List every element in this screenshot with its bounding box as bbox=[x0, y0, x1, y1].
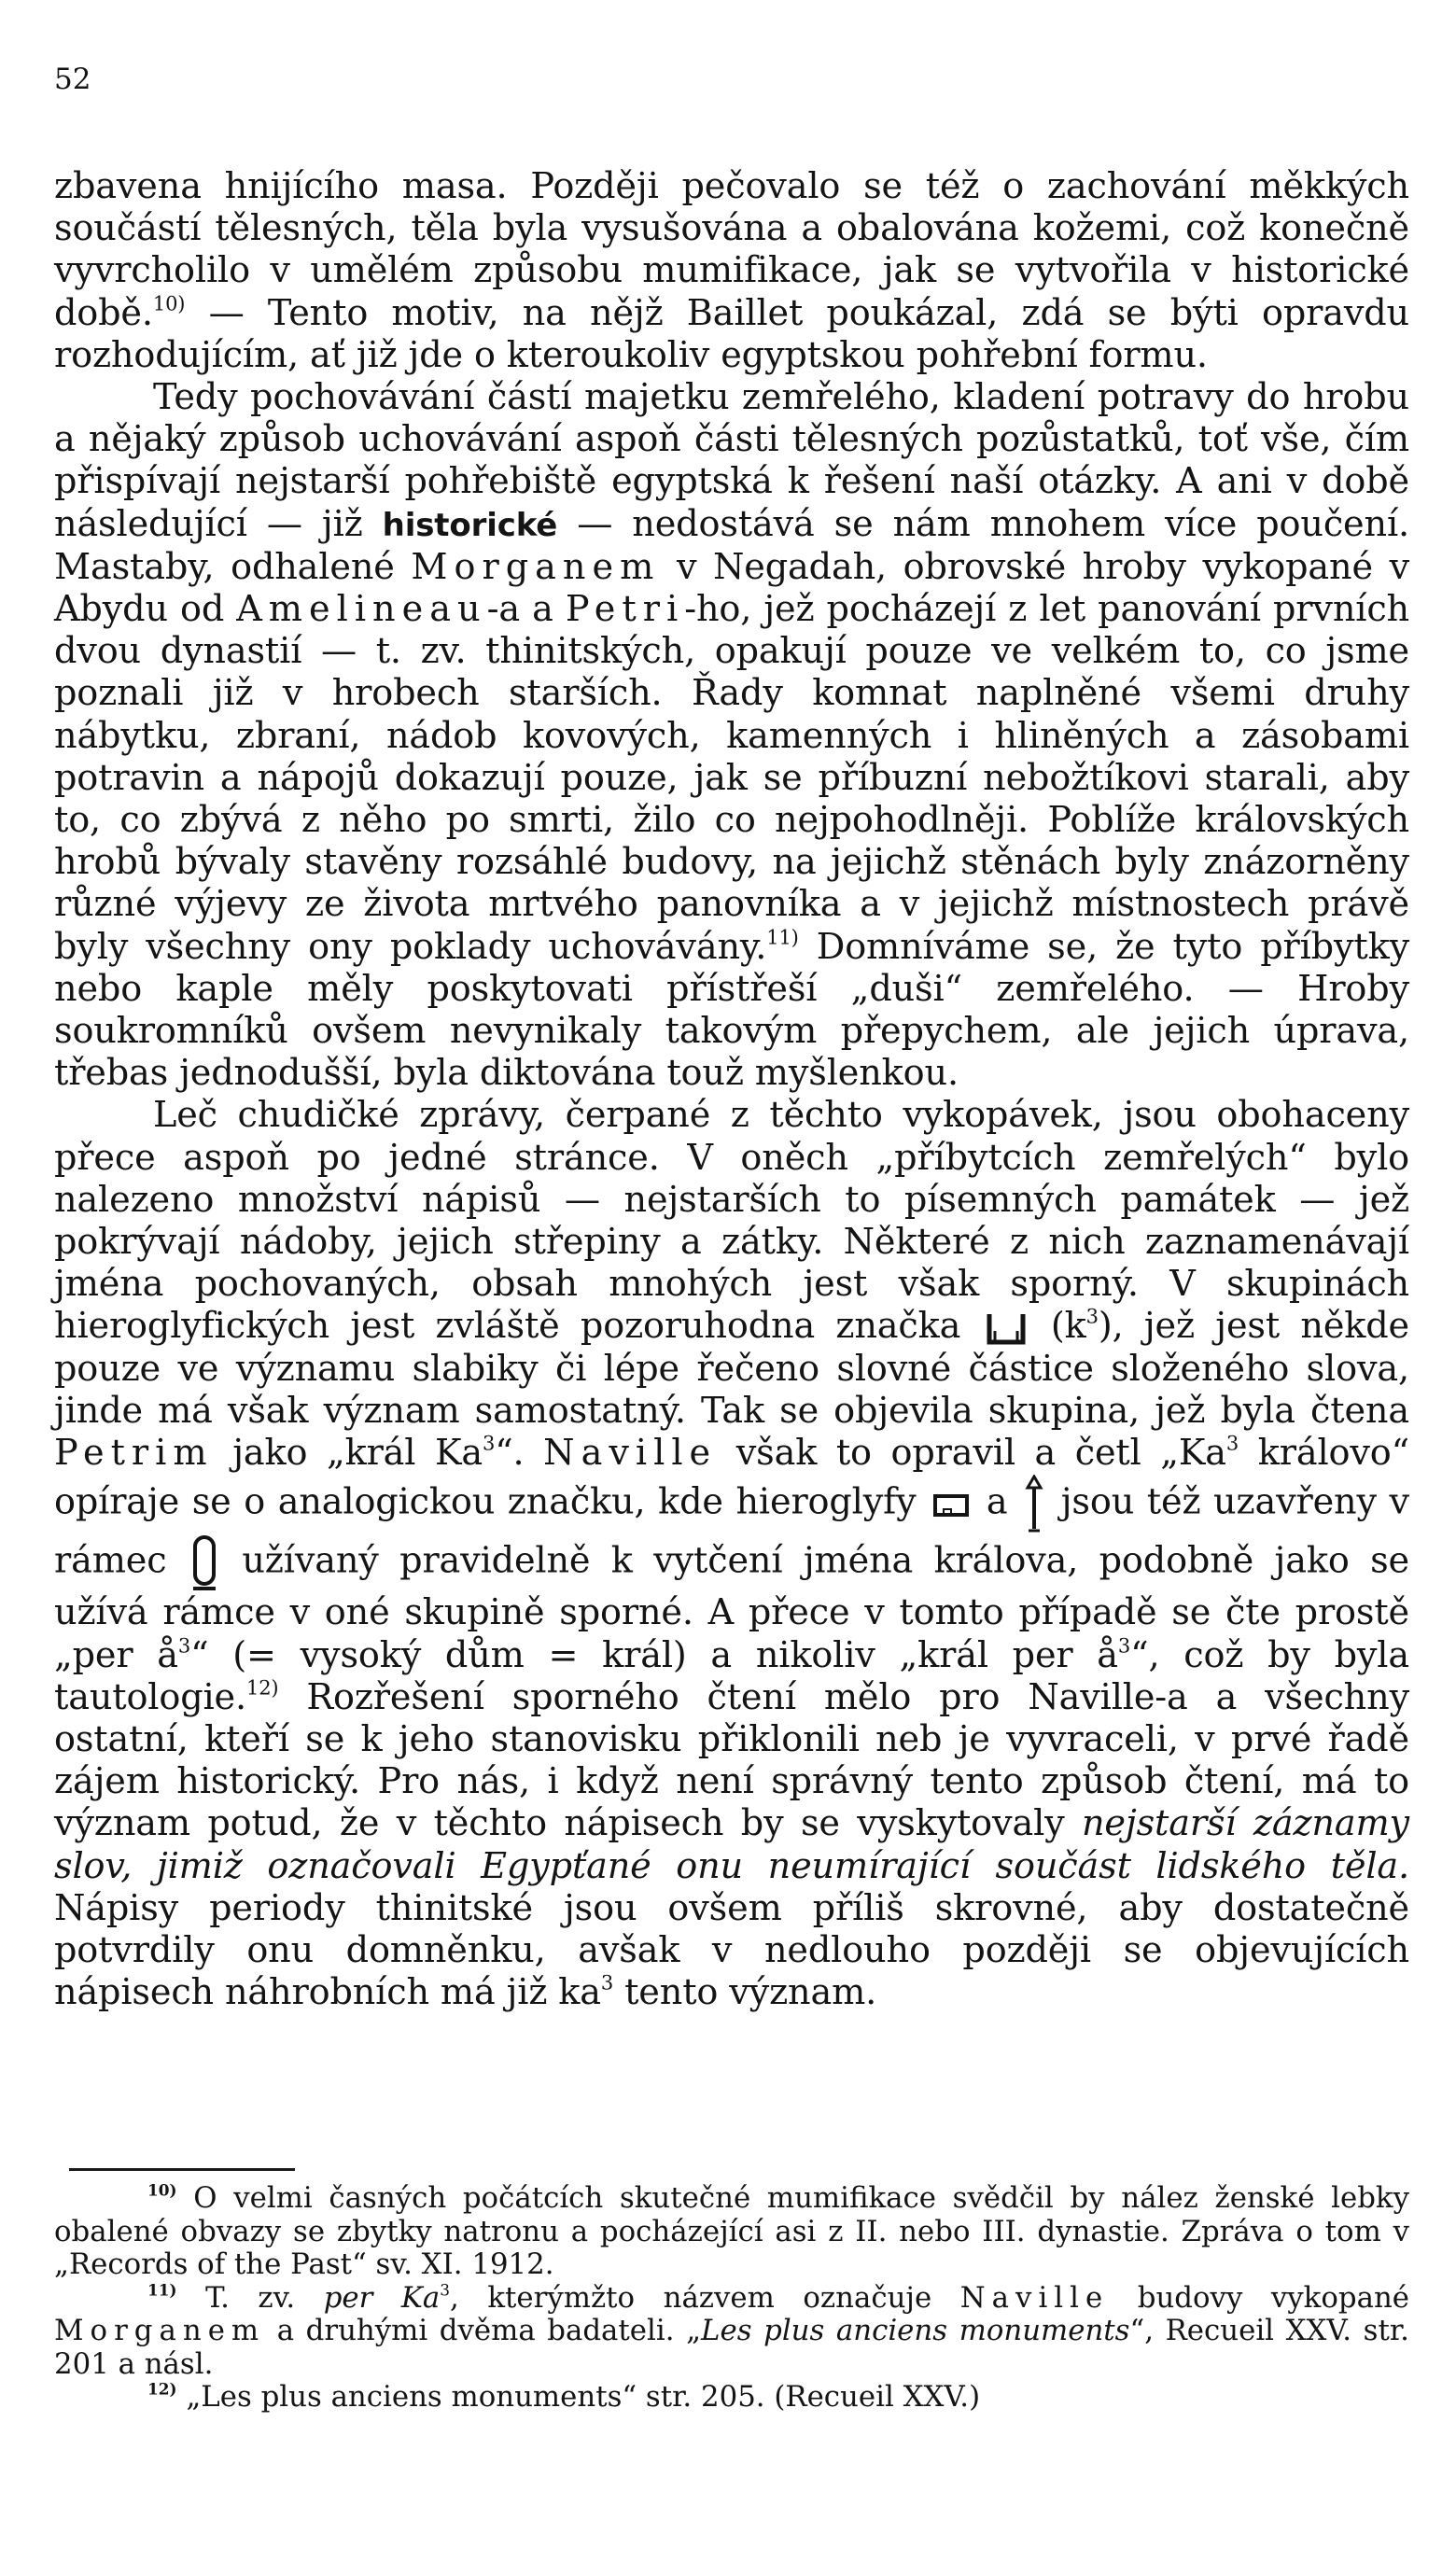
cartouche-frame-icon bbox=[191, 1534, 217, 1592]
emphasis-italic: nejstarší záznamy slov, jimiž označovali Egypťané onu neumírající součást lidského těla. bbox=[54, 1803, 1409, 1887]
name-morgan: Morganem bbox=[411, 546, 661, 588]
footnote-12: $^{12)}$ „Les plus anciens monuments“ str. 205. (Recueil XXV.) bbox=[147, 2379, 981, 2414]
footnote-ref-12[interactable]: 12) bbox=[246, 1674, 279, 1699]
name-amelineau: Amelineau bbox=[236, 589, 487, 631]
paragraph-3: Leč chudičké zprávy, čerpané z těchto vykopávek, jsou obohaceny přece aspoň po jedné stránce. V oněch „příbytcích zemřelých“ bylo nalezeno množství nápisů — nejstarších to písemných památek — jež pokrývají nádoby, jejich střepiny a zátky. Některé z nich zaznamenávají jména pochovaných, obsah mnohých jest však sporný. V skupinách hieroglyfických jest zvláště pozoruhodna značka $(k^3)$, jež jest někde pouze ve významu slabiky či lépe řečeno slovné částice složeného slova, jinde má však význam samostatný. Tak se objevila skupina, jež byla čtena Petrim jako „král Ka$^3$“. Naville však to opravil a četl „Ka$^3$ královo“ opíraje se o analogickou značku, kde hieroglyfy a jsou též uzavřeny v rámec užívaný pravidelně k vytčení jména králova, podobně jako se užívá rámce v oné skupině sporné. A přece v tomto případě se čte prostě „per $å^3“$ (= vysoký dům = král) a nikoliv „král per $å^3“$, což by byla tautologie.$^{12)}$ Rozřešení sporného čtení mělo pro Naville-a a všechny ostatní, kteří se k jeho stanovisku přiklonili neb je vyvraceli, v prvé řadě zájem historický. Pro nás, i když není správný tento způsob čtení, má to význam potud, že v těchto nápisech by se vyskytovaly nejstarší záznamy slov, jimiž označovali Egypťané onu neumírající součást lidského těla. Nápisy periody thinitské jsou ovšem příliš skrovné, aby dostatečně potvrdily onu domněnku, avšak v nedlouho později se objevujících nápisech náhrobních má již $ka^3$ tento význam. bbox=[54, 1095, 1409, 2014]
page-number: 52 bbox=[54, 63, 91, 96]
footnote-11: $^{11)}$ T. zv. per Ka$^3$, kterýmžto názvem označuje Naville budovy vykopané Morganem a druhými dvěma badateli. „Les plus anciens monuments“, Recueil XXV. str. 201 a násl. bbox=[54, 2279, 1409, 2381]
paragraph-1: zbavena hnijícího masa. Později pečovalo se též o zachování měkkých součástí tělesných, těla byla vysušována a obalována kožemi, což konečně vyvrcholilo v umělém způsobu mumifikace, jak se vytvořila v historické době.$^{10)}$ — Tento motiv, na nějž Baillet poukázal, zdá se býti opravdu rozhodujícím, ať již jde o kteroukoliv egyptskou pohřební formu. bbox=[54, 166, 1409, 376]
column-hieroglyph-icon bbox=[1024, 1475, 1044, 1534]
name-naville: Naville bbox=[543, 1433, 718, 1475]
footnote-ref-11[interactable]: 11) bbox=[766, 924, 799, 948]
house-rectangle-hieroglyph-icon bbox=[932, 1491, 970, 1519]
footnote-divider bbox=[69, 2168, 295, 2171]
ka-arms-hieroglyph-icon bbox=[986, 1310, 1027, 1348]
footnote-ref-10[interactable]: 10) bbox=[152, 290, 186, 315]
footnote-10: $^{10)}$ O velmi časných počátcích skutečné mumifikace svědčil by nález ženské lebky obalené obvazy se zbytky natronu a pocházející asi z II. nebo III. dynastie. Zpráva o tom v „Records of the Past“ sv. XI. 1912. bbox=[54, 2180, 1409, 2281]
name-petri: Petri bbox=[565, 589, 685, 631]
footnotes bbox=[54, 2182, 1409, 2415]
name-petrim: Petrim bbox=[54, 1433, 214, 1475]
paragraph-2: Tedy pochovávání částí majetku zemřelého, kladení potravy do hrobu a nějaký způsob uchovávání aspoň části tělesných pozůstatků, toť vše, čím přispívají nejstarší pohřebiště egyptská k řešení naší otázky. A ani v době následující — již historické — nedostává se nám mnohem více poučení. Mastaby, odhalené Morganem v Negadah, obrovské hroby vykopané v Abydu od Amelineau-a a Petri-ho, jež pocházejí z let panování prvních dvou dynastií — t. zv. thinitských, opakují pouze ve velkém to, co jsme poznali již v hrobech starších. Řady komnat naplněné všemi druhy nábytku, zbraní, nádob kovových, kamenných i hliněných a zásobami potravin a nápojů dokazují pouze, jak se příbuzní nebožtíkovi starali, aby to, co zbývá z něho po smrti, žilo co nejpohodlněji. Poblíže královských hrobů bývaly stavěny rozsáhlé budovy, na jejichž stěnách byly znázorněny různé výjevy ze života mrtvého panovníka a v jejichž místnostech právě byly všechny ony poklady uchovávány.$^{11)}$ Domníváme se, že tyto příbytky nebo kaple měly poskytovati přístřeší „duši“ zemřelého. — Hroby soukromníků ovšem nevynikaly takovým přepychem, ale jejich úprava, třebas jednodušší, byla diktována touž myšlenkou. bbox=[54, 377, 1410, 1095]
main-text bbox=[54, 166, 1409, 2014]
